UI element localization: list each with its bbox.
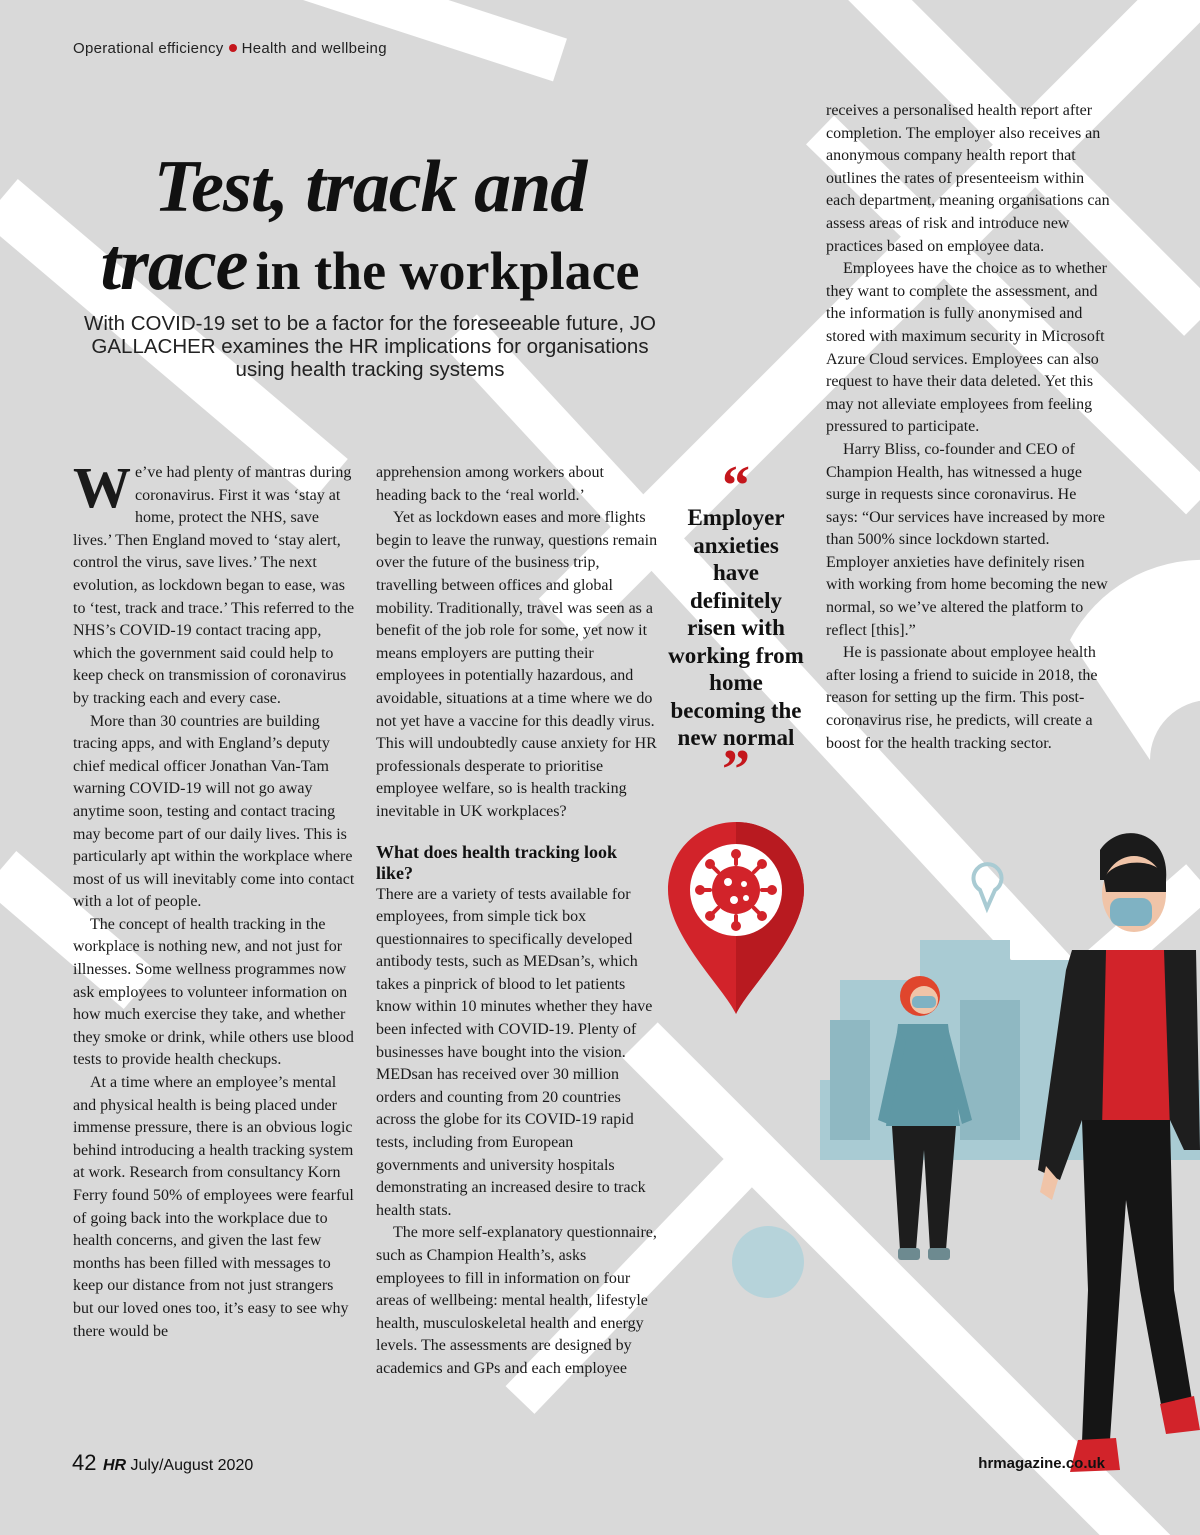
section-label: Operational efficiency	[73, 40, 224, 57]
section-header	[73, 40, 387, 57]
headline	[40, 148, 700, 317]
article-column-1	[73, 455, 355, 1343]
bullet-dot-icon	[229, 44, 237, 52]
headline-italic-word: trace	[100, 224, 248, 306]
paragraph: Employees have the choice as to whether they want to complete the assessment, and the information is fully anonymised and stored with maximum security in Microsoft Azure Cloud services. Employees can also request to have their data deleted. Yet this may not alleviate employees from feeling pressured to participate.	[826, 260, 1107, 436]
paragraph: More than 30 countries are building tracing apps, and with England’s deputy chief medical officer Jonathan Van-Tam warning COVID-19 will not go away anytime soon, testing and contact tracing may become part of our daily lives. This is particularly apt within the workplace where most of us will inevitably come into contact with a lot of people.	[73, 712, 355, 911]
paragraph: Harry Bliss, co-founder and CEO of Champion Health, has witnessed a huge surge in requests since coronavirus. He says: “Our services have increased by more than 500% since lockdown started. Employer anxieties have definitely risen with working from home becoming the new normal, so we’ve altered the platform to reflect [this].”	[826, 440, 1108, 639]
open-quote-mark: “	[722, 455, 750, 517]
masked-walkers-illustration	[820, 820, 1200, 1535]
paragraph	[73, 455, 355, 711]
paragraph: There are a variety of tests available for employees, from simple tick box questionnaires to specifically developed antibody tests, such as MEDsan’s, which takes a pinprick of blood to let patients know within 10 minutes whether they have been infected with COVID-19. Plenty of businesses have bought into the vision. MEDsan has received over 30 million orders and counting from 20 countries across the globe for its COVID-19 rapid tests, including from European governments and university hospitals demonstrating an increased desire to track health stats.	[376, 885, 653, 1219]
paragraph: At a time where an employee’s mental and physical health is being placed under immense pressure, there is an obvious logic behind introducing a health tracking system at work. Research from consultancy Korn Ferry found 50% of employees were fearful of going back into the workplace due to health concerns, and given the last few months has been filled with messages to keep our distance from not just strangers but our loved ones too, it’s easy to see why there would be	[73, 1074, 354, 1340]
paragraph: apprehension among workers about heading back to the ‘real world.’	[376, 464, 604, 504]
page-footer	[72, 1450, 253, 1476]
drop-cap: W	[73, 455, 131, 520]
paragraph: He is passionate about employee health after losing a friend to suicide in 2018, the reason for setting up the firm. This post-coronavirus rise, he predicts, will create a boost for the health tracking sector.	[826, 644, 1098, 752]
paragraph-text: e’ve had plenty of mantras during coronavirus. First it was ‘stay at home, protect the NHS, save lives.’ Then England moved to ‘stay alert, control the virus, save lives.’ The next evolution, as lockdown began to ease, was to ‘test, track and trace.’ This referred to the NHS’s COVID-19 contact tracing app, which the government said could help to keep check on transmission of coronavirus by tracking each and every case.	[73, 464, 355, 707]
paragraph: The concept of health tracking in the workplace is nothing new, and not just for illnesses. Some wellness programmes now ask employees to volunteer information on how much exercise they take, and whether they smoke or drink, while others use blood tests to provide health checkups.	[73, 915, 354, 1069]
headline-line2	[40, 226, 700, 317]
pull-quote	[668, 455, 804, 801]
paragraph: The more self-explanatory questionnaire, such as Champion Health’s, asks employees to fill in information on four areas of wellbeing: mental health, lifestyle health, musculoskeletal health and energy levels. The assessments are designed by academics and GPs and each employee	[376, 1224, 657, 1377]
headline-roman-words: in the workplace	[255, 241, 640, 301]
subheading: What does health tracking look like?	[376, 841, 618, 883]
website-url: hrmagazine.co.uk	[978, 1455, 1105, 1472]
headline-line1: Test, track and	[153, 146, 587, 228]
issue-date: July/August 2020	[130, 1457, 254, 1474]
paragraph: Yet as lockdown eases and more flights begin to leave the runway, questions remain over the future of the business trip, travelling between offices and global mobility. Traditionally, travel was seen as a benefit of the job role for some, yet now it means employers are putting their employees in potentially hazardous, and avoidable, situations at a time where we do not yet have a vaccine for this deadly virus. This will undoubtedly cause anxiety for HR professionals desperate to prioritise employee welfare, so is health tracking inevitable in UK workplaces?	[376, 509, 658, 820]
close-quote-mark: ”	[722, 738, 750, 801]
paragraph: receives a personalised health report after completion. The employer also receives an anonymous company health report that outlines the rates of presenteeism within each department, meaning organisations can assess areas of risk and introduce new practices based on employee data.	[826, 102, 1110, 255]
pull-quote-text: Employer anxieties have definitely risen with working from home becoming the new normal	[668, 505, 804, 750]
article-column-2	[376, 462, 658, 1381]
article-column-3	[826, 100, 1110, 755]
subsection-label: Health and wellbeing	[241, 40, 387, 57]
publication-logo: HR	[102, 1457, 127, 1474]
page-number: 42	[72, 1450, 97, 1475]
standfirst: With COVID-19 set to be a factor for the foreseeable future, JO GALLACHER examines the HR implications for organisations using health tracking systems	[84, 312, 656, 381]
location-pin-virus-icon	[664, 818, 808, 1018]
